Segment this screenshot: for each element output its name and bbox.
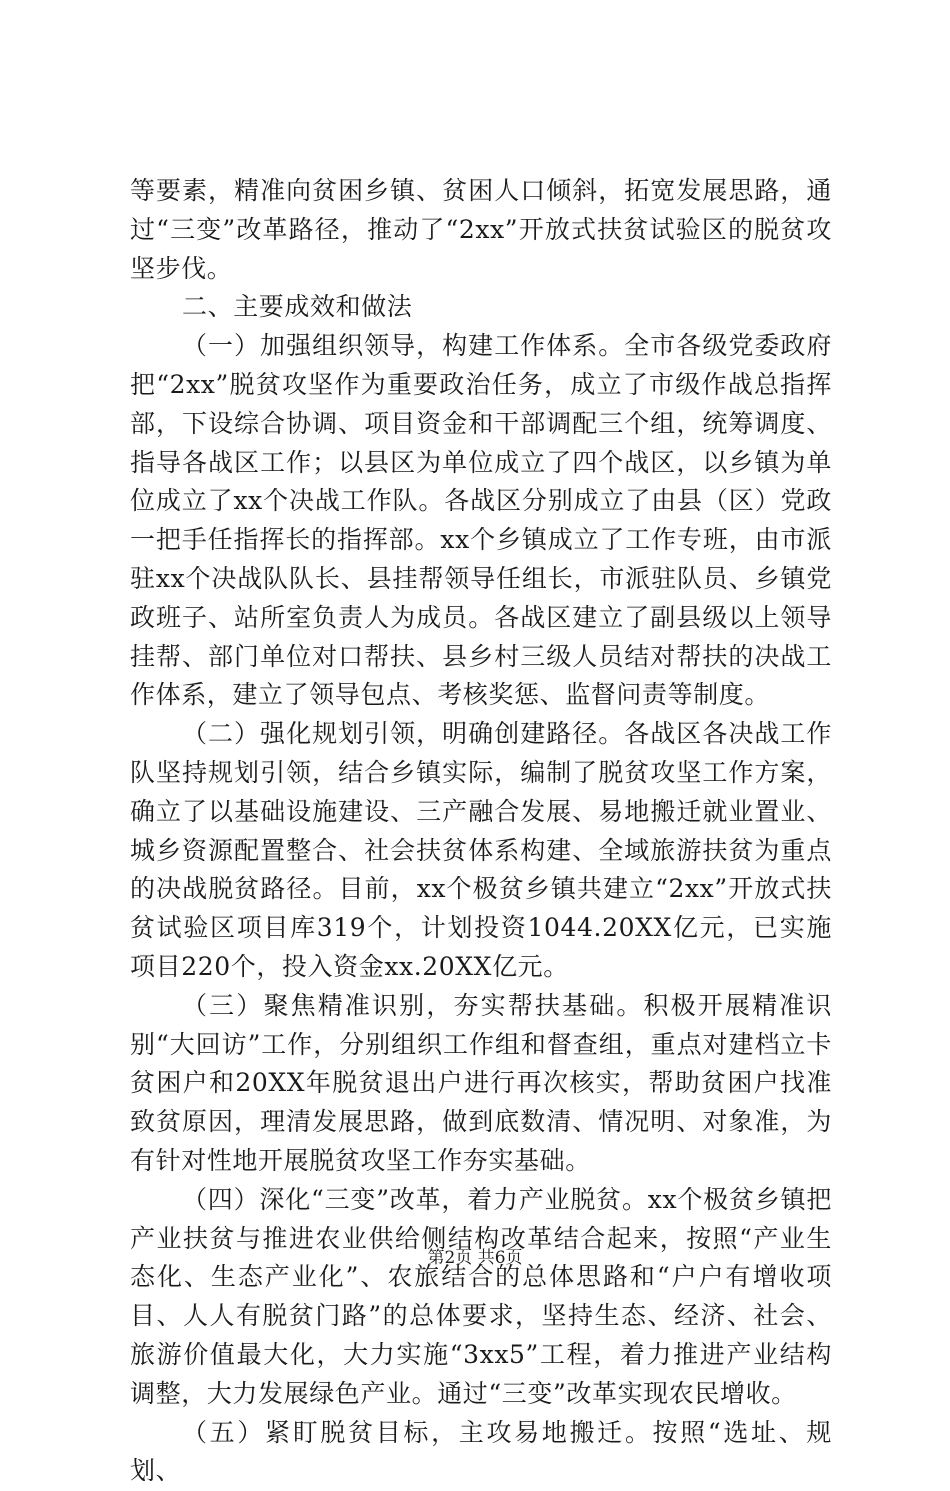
document-body <box>130 172 832 1491</box>
section-heading: 二、主要成效和做法 <box>130 288 832 327</box>
paragraph-planning: （二）强化规划引领，明确创建路径。各战区各决战工作队坚持规划引领，结合乡镇实际，编制了脱贫攻坚工作方案，确立了以基础设施建设、三产融合发展、易地搬迁就业置业、城乡资源配置整合、社会扶贫体系构建、全域旅游扶贫为重点的决战脱贫路径。目前，xx个极贫乡镇共建立“2xx”开放式扶贫试验区项目库319个，计划投资1044.20XX亿元，已实施项目220个，投入资金xx.20XX亿元。 <box>130 715 832 987</box>
paragraph-continuation: 等要素，精准向贫困乡镇、贫困人口倾斜，拓宽发展思路，通过“三变”改革路径，推动了“2xx”开放式扶贫试验区的脱贫攻坚步伐。 <box>130 172 832 288</box>
page-number-footer: 第2页 共6页 <box>0 1243 950 1268</box>
paragraph-reform: （四）深化“三变”改革，着力产业脱贫。xx个极贫乡镇把产业扶贫与推进农业供给侧结构改革结合起来，按照“产业生态化、生态产业化”、农旅结合的总体思路和“户户有增收项目、人人有脱贫门路”的总体要求，坚持生态、经济、社会、旅游价值最大化，大力实施“3xx5”工程，着力推进产业结构调整，大力发展绿色产业。通过“三变”改革实现农民增收。 <box>130 1181 832 1414</box>
paragraph-organization: （一）加强组织领导，构建工作体系。全市各级党委政府把“2xx”脱贫攻坚作为重要政治任务，成立了市级作战总指挥部，下设综合协调、项目资金和干部调配三个组，统筹调度、指导各战区工作；以县区为单位成立了四个战区，以乡镇为单位成立了xx个决战工作队。各战区分别成立了由县（区）党政一把手任指挥长的指挥部。xx个乡镇成立了工作专班，由市派驻xx个决战队队长、县挂帮领导任组长，市派驻队员、乡镇党政班子、站所室负责人为成员。各战区建立了副县级以上领导挂帮、部门单位对口帮扶、县乡村三级人员结对帮扶的决战工作体系，建立了领导包点、考核奖惩、监督问责等制度。 <box>130 327 832 715</box>
paragraph-identification: （三）聚焦精准识别，夯实帮扶基础。积极开展精准识别“大回访”工作，分别组织工作组和督查组，重点对建档立卡贫困户和20XX年脱贫退出户进行再次核实，帮助贫困户找准致贫原因，理清发展思路，做到底数清、情况明、对象准，为有针对性地开展脱贫攻坚工作夯实基础。 <box>130 987 832 1181</box>
paragraph-relocation: （五）紧盯脱贫目标，主攻易地搬迁。按照“选址、规划、 <box>130 1414 832 1491</box>
